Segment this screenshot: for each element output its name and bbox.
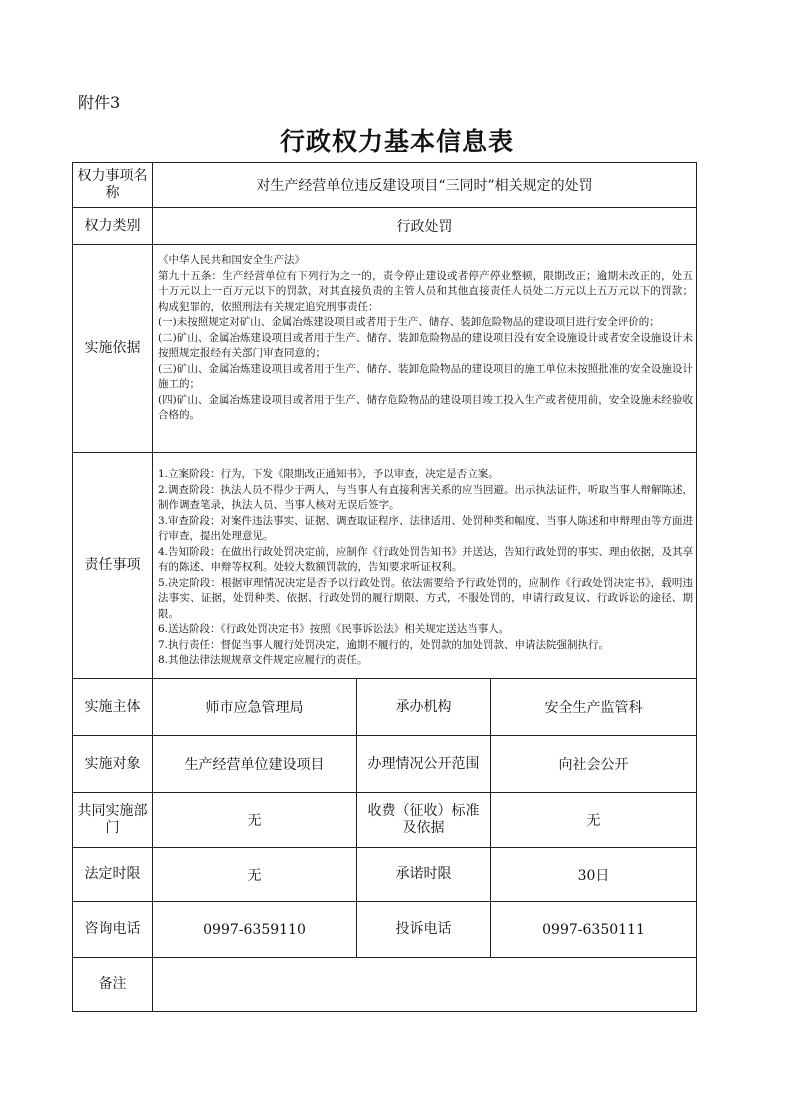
row-limit [73, 848, 697, 902]
row-object [73, 736, 697, 793]
remark-value [153, 958, 697, 1012]
duty-line: 7.执行责任：督促当事人履行处罚决定，逾期不履行的，处罚款的加处罚款、申请法院强制执行。 [158, 638, 610, 651]
disclosure-scope-label: 办理情况公开范围 [357, 736, 491, 793]
subject-value: 师市应急管理局 [153, 679, 357, 736]
joint-dept-label: 共同实施部门 [73, 793, 153, 848]
duty-label: 责任事项 [73, 453, 153, 679]
row-joint [73, 793, 697, 848]
consult-phone-label: 咨询电话 [73, 902, 153, 958]
complaint-phone-value: 0997-6350111 [491, 902, 697, 958]
basis-line: 《中华人民共和国安全生产法》 [158, 254, 305, 266]
fee-standard-label: 收费（征收）标准及依据 [357, 793, 491, 848]
row-power-category [73, 208, 697, 245]
duty-text [153, 453, 697, 679]
basis-line: (二)矿山、金属冶炼建设项目或者用于生产、储存、装卸危险物品的建设项目没有安全设施设计或者安全设施设计未按照规定报经有关部门审查同意的； [158, 331, 694, 359]
promised-limit-value: 30日 [491, 848, 697, 902]
legal-limit-label: 法定时限 [73, 848, 153, 902]
power-category-label: 权力类别 [73, 208, 153, 245]
duty-line: 4.告知阶段：在做出行政处罚决定前，应制作《行政处罚告知书》并送达，告知行政处罚的事实、理由依据，及其享有的陈述、申辩等权利。处较大数额罚款的，告知要求听证权利。 [158, 545, 694, 573]
duty-line: 3.审查阶段：对案件违法事实、证据、调查取证程序、法律适用、处罚种类和幅度、当事人陈述和申辩理由等方面进行审查，提出处理意见。 [158, 514, 694, 542]
duty-line: 8.其他法律法规规章文件规定应履行的责任。 [158, 654, 368, 666]
subject-label: 实施主体 [73, 679, 153, 736]
duty-line: 5.决定阶段：根据审理情况决定是否予以行政处罚。依法需要给予行政处罚的，应制作《行政处罚决定书》，载明违法事实、证据，处罚种类、依据、行政处罚的履行期限、方式，不服处罚的，申请行政复议、行政诉讼的途径、期限。 [158, 576, 694, 620]
fee-standard-value: 无 [491, 793, 697, 848]
complaint-phone-label: 投诉电话 [357, 902, 491, 958]
page-title: 行政权力基本信息表 [279, 127, 514, 156]
row-basis [73, 245, 697, 453]
power-name-value: 对生产经营单位违反建设项目“三同时”相关规定的处罚 [153, 163, 697, 208]
row-phone [73, 902, 697, 958]
disclosure-scope-value: 向社会公开 [491, 736, 697, 793]
info-table [72, 162, 697, 1012]
basis-line: 第九十五条：生产经营单位有下列行为之一的，责令停止建设或者停产停业整顿，限期改正；逾期未改正的，处五十万元以上一百万元以下的罚款，对其直接负责的主管人员和其他直接责任人员处二万元以上五万元以下的罚款；构成犯罪的，依照刑法有关规定追究刑事责任： [158, 269, 694, 313]
consult-phone-value: 0997-6359110 [153, 902, 357, 958]
duty-line: 2.调查阶段：执法人员不得少于两人，与当事人有直接利害关系的应当回避。出示执法证件，听取当事人辩解陈述，制作调查笔录，执法人员、当事人核对无误后签字。 [158, 483, 694, 511]
legal-limit-value: 无 [153, 848, 357, 902]
joint-dept-value: 无 [153, 793, 357, 848]
basis-text [153, 245, 697, 453]
object-value: 生产经营单位建设项目 [153, 736, 357, 793]
row-duty [73, 453, 697, 679]
basis-line: (四)矿山、金属冶炼建设项目或者用于生产、储存危险物品的建设项目竣工投入生产或者使用前，安全设施未经验收合格的。 [158, 393, 694, 421]
row-power-name [73, 163, 697, 208]
basis-label: 实施依据 [73, 245, 153, 453]
promised-limit-label: 承诺时限 [357, 848, 491, 902]
object-label: 实施对象 [73, 736, 153, 793]
duty-line: 1.立案阶段：行为，下发《限期改正通知书》，予以审查，决定是否立案。 [158, 468, 499, 480]
remark-label: 备注 [73, 958, 153, 1012]
handling-unit-value: 安全生产监管科 [491, 679, 697, 736]
power-name-label: 权力事项名称 [73, 163, 153, 208]
row-subject [73, 679, 697, 736]
handling-unit-label: 承办机构 [357, 679, 491, 736]
duty-line: 6.送达阶段：《行政处罚决定书》按照《民事诉讼法》相关规定送达当事人。 [158, 623, 510, 635]
attachment-label: 附件3 [78, 93, 121, 112]
row-remark [73, 958, 697, 1012]
basis-line: (三)矿山、金属冶炼建设项目或者用于生产、储存、装卸危险物品的建设项目的施工单位未按照批准的安全设施设计施工的； [158, 362, 694, 390]
power-category-value: 行政处罚 [153, 208, 697, 245]
basis-line: (一)未按照规定对矿山、金属冶炼建设项目或者用于生产、储存、装卸危险物品的建设项目进行安全评价的； [158, 316, 660, 328]
